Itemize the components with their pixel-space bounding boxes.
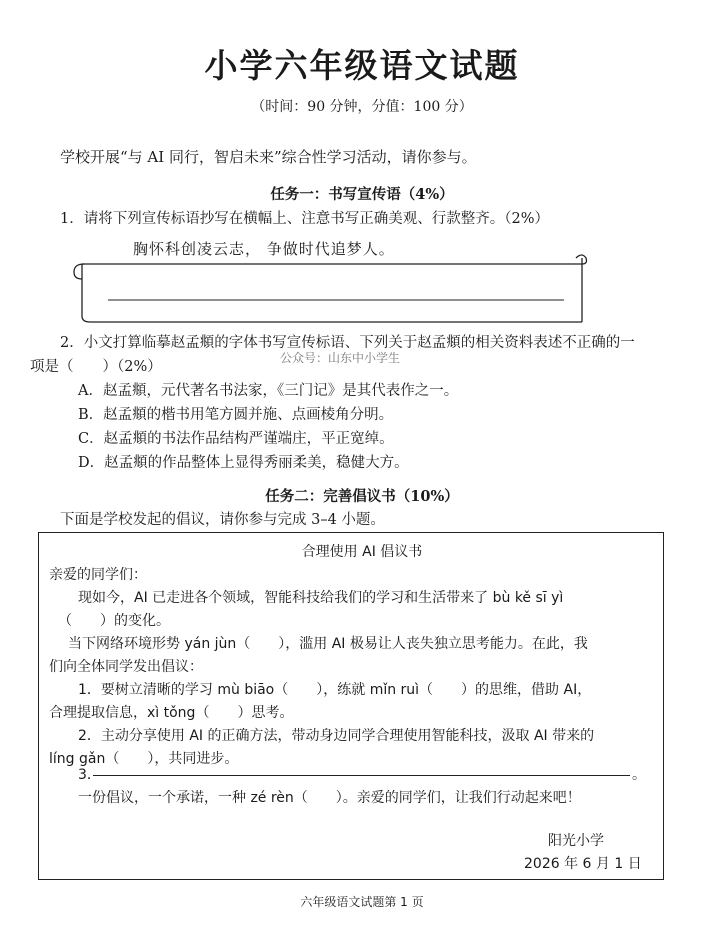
letter-title: 合理使用 AI 倡议书 (301, 544, 423, 560)
banner-scroll-icon (70, 252, 590, 324)
letter-paragraph-1-line2: （ ）的变化。 (58, 613, 170, 629)
letter-item-2-line1: 2．主动分享使用 AI 的正确方法，带动身边同学合理使用智能科技，汲取 AI 带来的 (78, 728, 595, 744)
page-footer: 六年级语文试题第 1 页 (300, 895, 424, 909)
task1-heading: 任务一：书写宣传语（4%） (270, 186, 454, 203)
task2-heading: 任务二：完善倡议书（10%） (265, 488, 459, 505)
question-2-line1: 2．小文打算临摹赵孟頫的字体书写宣传标语、下列关于赵孟頫的相关资料表述不正确的一 (60, 335, 635, 351)
watermark: 公众号：山东中小学生 (280, 351, 401, 365)
exam-subtitle: （时间：90 分钟，分值：100 分） (251, 99, 473, 115)
option-a: A．赵孟頫，元代著名书法家，《三门记》是其代表作之一。 (78, 383, 459, 399)
question-2-line2: 项是（ ）（2%） (30, 359, 162, 375)
letter-signature: 阳光小学 (548, 833, 604, 849)
letter-item-2-line2: líng gǎn（ ），共同进步。 (49, 751, 239, 767)
intro-text: 学校开展“与 AI 同行，智启未来”综合性学习活动，请你参与。 (60, 148, 477, 166)
letter-item-3-label: 3． (78, 767, 101, 783)
item-3-answer-line[interactable] (93, 775, 630, 776)
slogan-text: 胸怀科创凌云志， 争做时代追梦人。 (133, 240, 395, 258)
option-d: D．赵孟頫的作品整体上显得秀丽柔美，稳健大方。 (78, 455, 409, 471)
letter-closing: 一份倡议，一个承诺，一种 zé rèn（ ）。亲爱的同学们，让我们行动起来吧！ (78, 790, 581, 806)
letter-paragraph-2-line2: 们向全体同学发出倡议： (49, 659, 203, 675)
exam-title: 小学六年级语文试题 (204, 46, 520, 85)
task2-intro: 下面是学校发起的倡议，请你参与完成 3–4 小题。 (60, 512, 385, 528)
letter-paragraph-1-line1: 现如今，AI 已走进各个领域，智能科技给我们的学习和生活带来了 bù kě sī yì (78, 590, 564, 606)
letter-greeting: 亲爱的同学们： (49, 567, 147, 583)
letter-date: 2026 年 6 月 1 日 (524, 856, 642, 872)
option-b: B．赵孟頫的楷书用笔方圆并施、点画棱角分明。 (78, 407, 394, 423)
letter-item-3-end: 。 (632, 767, 646, 783)
letter-item-1-line1: 1．要树立清晰的学习 mù biāo（ ），练就 mǐn ruì（ ）的思维，借助 AI， (78, 682, 592, 698)
letter-item-1-line2: 合理提取信息，xì tǒng（ ）思考。 (49, 705, 294, 721)
letter-paragraph-2-line1: 当下网络环境形势 yán jùn（ ），滥用 AI 极易让人丧失独立思考能力。在此，我 (68, 636, 588, 652)
option-c: C．赵孟頫的书法作品结构严谨端庄，平正宽绰。 (78, 431, 394, 447)
question-1: 1．请将下列宣传标语抄写在横幅上、注意书写正确美观、行款整齐。（2%） (60, 211, 549, 227)
